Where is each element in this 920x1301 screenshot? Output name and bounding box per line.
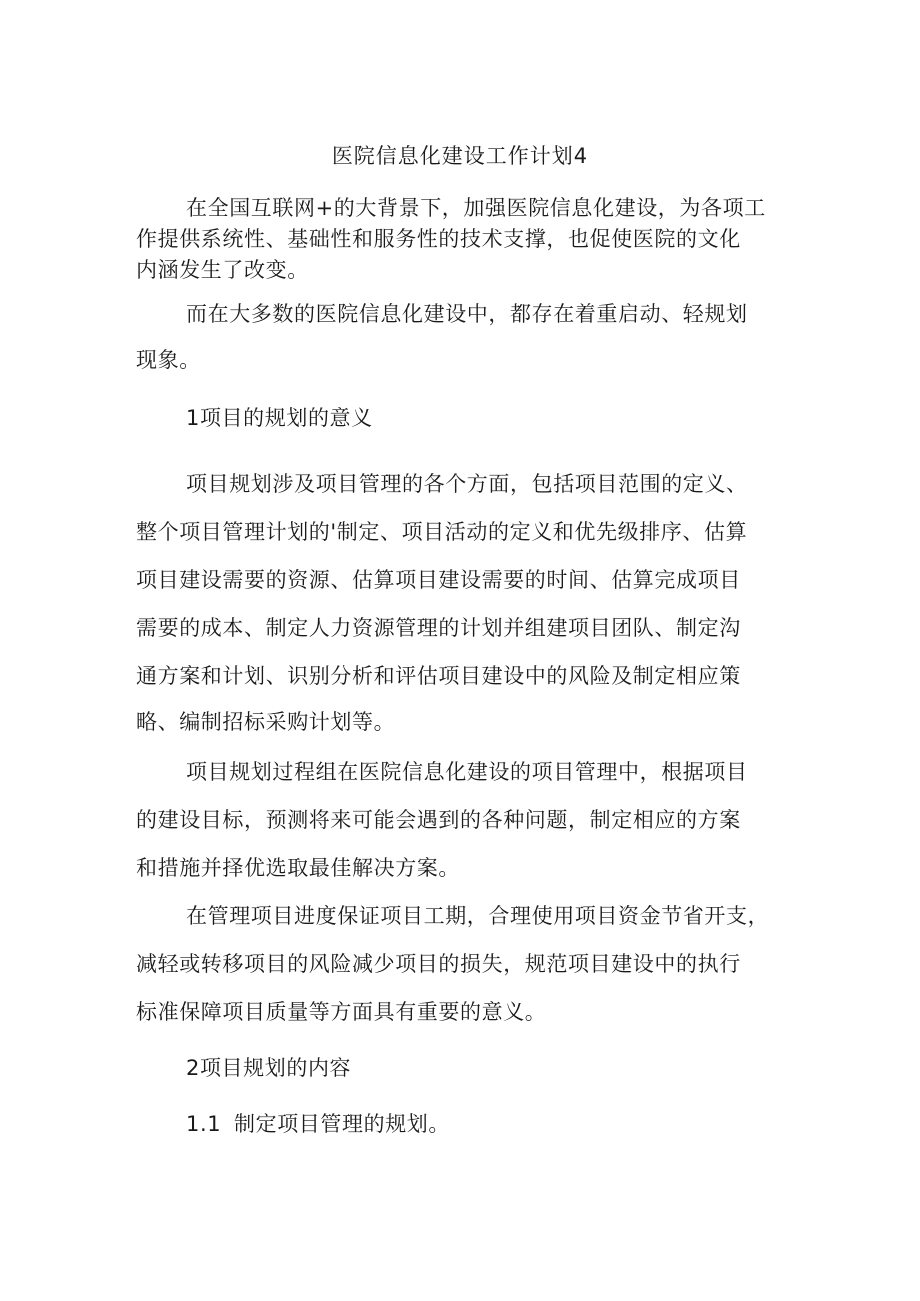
subsection-number: 1.1	[186, 1112, 222, 1136]
text-line: 整个项目管理计划的'制定、项目活动的定义和优先级排序、估算	[136, 520, 748, 544]
text-line: 作提供系统性、基础性和服务性的技术支撑，也促使医院的文化	[136, 227, 741, 251]
text-line: 通方案和计划、识别分析和评估项目建设中的风险及制定相应策	[136, 664, 741, 688]
section-heading: 1项目的规划的意义	[186, 406, 373, 430]
document-title: 医院信息化建设工作计划4	[331, 144, 589, 168]
text-line: 在管理项目进度保证项目工期，合理使用项目资金节省开支，	[186, 904, 770, 928]
text-line: 内涵发生了改变。	[136, 258, 309, 282]
subsection-text: 制定项目管理的规划。	[234, 1112, 450, 1136]
text-line: 减轻或转移项目的风险减少项目的损失，规范项目建设中的执行	[136, 952, 741, 976]
text-line: 略、编制招标采购计划等。	[136, 710, 396, 734]
section-heading: 2项目规划的内容	[186, 1056, 352, 1080]
text-line: 和措施并择优选取最佳解决方案。	[136, 856, 460, 880]
text-line: 现象。	[136, 348, 201, 372]
text-line: 标准保障项目质量等方面具有重要的意义。	[136, 1000, 547, 1024]
text-line: 项目建设需要的资源、估算项目建设需要的时间、估算完成项目	[136, 568, 741, 592]
subsection-heading	[186, 1110, 450, 1138]
text-line: 需要的成本、制定人力资源管理的计划并组建项目团队、制定沟	[136, 616, 741, 640]
text-line: 的建设目标，预测将来可能会遇到的各种问题，制定相应的方案	[136, 808, 741, 832]
text-line: 而在大多数的医院信息化建设中，都存在着重启动、轻规划	[186, 302, 748, 326]
text-line: 在全国互联网+的大背景下，加强医院信息化建设，为各项工	[186, 196, 766, 220]
text-line: 项目规划涉及项目管理的各个方面，包括项目范围的定义、	[186, 472, 748, 496]
text-line: 项目规划过程组在医院信息化建设的项目管理中，根据项目	[186, 760, 748, 784]
